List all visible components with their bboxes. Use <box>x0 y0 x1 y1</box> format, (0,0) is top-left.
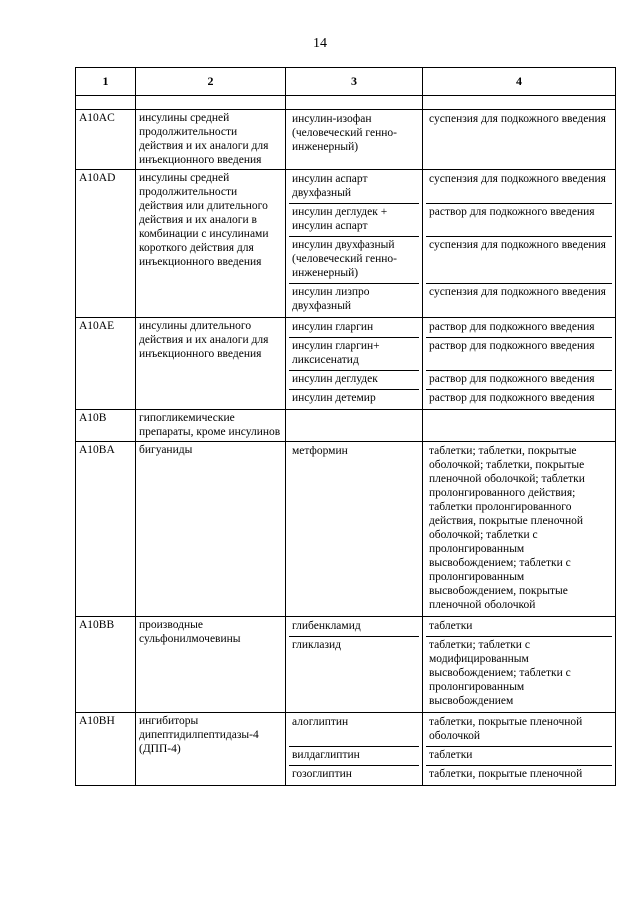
table-row <box>76 713 616 786</box>
dosage-form: суспензия для подкожного введения <box>429 113 606 125</box>
dosage-form: раствор для подкожного введения <box>426 338 612 371</box>
column-header-4: 4 <box>423 68 616 96</box>
drug-name: инсулин деглудек <box>289 371 419 390</box>
atc-code-cell: A10BA <box>76 442 136 617</box>
dosage-form: таблетки; таблетки, покрытые оболочкой; таблетки, покрытые пленочной оболочкой; таблетки пролонгированного действия; таблетки пролонгированного действия, покрытые пленочной оболочкой; таблетки с пролонгированным высвобождением; таблетки с пролонгированным высвобождением, покрытые пленочной оболочкой <box>429 445 585 611</box>
dosage-form: суспензия для подкожного введения <box>426 171 612 204</box>
dosage-form: суспензия для подкожного введения <box>426 237 612 284</box>
table-row <box>76 410 616 442</box>
dosage-form: таблетки <box>426 618 612 637</box>
dosage-form-cell <box>423 170 616 318</box>
atc-code-cell: A10BB <box>76 617 136 713</box>
table-header-row <box>76 68 616 96</box>
spacer-row <box>76 96 616 110</box>
dosage-form: раствор для подкожного введения <box>426 319 612 338</box>
group-cell: бигуаниды <box>136 442 286 617</box>
atc-code-cell: A10AE <box>76 318 136 410</box>
drug-name: гликлазид <box>292 639 342 651</box>
drug-name: инсулин лизпро двухфазный <box>292 286 370 312</box>
drug-name-cell <box>286 617 423 713</box>
atc-code-cell: A10BH <box>76 713 136 786</box>
drug-name: гозоглиптин <box>292 768 352 780</box>
column-header-2: 2 <box>136 68 286 96</box>
dosage-form-cell <box>423 410 616 442</box>
dosage-form: суспензия для подкожного введения <box>429 286 606 298</box>
atc-code-cell: A10AD <box>76 170 136 318</box>
dosage-form-cell <box>423 318 616 410</box>
drug-name: инсулин гларгин+ ликсисенатид <box>289 338 419 371</box>
drug-name-cell <box>286 410 423 442</box>
drug-name: глибенкламид <box>289 618 419 637</box>
dosage-form: таблетки, покрытые пленочной <box>429 768 583 780</box>
drug-name: вилдаглиптин <box>289 747 419 766</box>
drug-table <box>75 67 616 786</box>
atc-code-cell: A10B <box>76 410 136 442</box>
column-header-1: 1 <box>76 68 136 96</box>
drug-name: инсулин гларгин <box>289 319 419 338</box>
drug-name <box>289 411 419 414</box>
dosage-form <box>426 411 612 414</box>
group-cell: инсулины длительного действия и их аналоги для инъекционного введения <box>136 318 286 410</box>
drug-name: инсулин-изофан (человеческий генно-инженерный) <box>292 113 397 153</box>
drug-name-cell <box>286 318 423 410</box>
drug-name: инсулин аспарт двухфазный <box>289 171 419 204</box>
table-row <box>76 170 616 318</box>
drug-name: инсулин детемир <box>292 392 376 404</box>
group-cell: инсулины средней продолжительности действия или длительного действия и их аналоги в комбинации с инсулинами короткого действия для инъекционного введения <box>136 170 286 318</box>
group-cell: инсулины средней продолжительности действия и их аналоги для инъекционного введения <box>136 110 286 170</box>
dosage-form: раствор для подкожного введения <box>426 371 612 390</box>
drug-name-cell <box>286 110 423 170</box>
drug-name-cell <box>286 170 423 318</box>
dosage-form: таблетки; таблетки с модифицированным высвобождением; таблетки с пролонгированным высвобождением <box>429 639 571 707</box>
drug-name: алоглиптин <box>289 714 419 747</box>
dosage-form-cell <box>423 110 616 170</box>
dosage-form-cell <box>423 442 616 617</box>
table-row <box>76 442 616 617</box>
table-row <box>76 110 616 170</box>
dosage-form-cell <box>423 617 616 713</box>
dosage-form: раствор для подкожного введения <box>429 392 595 404</box>
page-number: 14 <box>313 36 327 51</box>
dosage-form: таблетки <box>426 747 612 766</box>
dosage-form: таблетки, покрытые пленочной оболочкой <box>426 714 612 747</box>
atc-code-cell: A10AC <box>76 110 136 170</box>
drug-name: инсулин двухфазный (человеческий генно-инженерный) <box>289 237 419 284</box>
table-row <box>76 318 616 410</box>
drug-name-cell <box>286 713 423 786</box>
drug-name: метформин <box>292 445 348 457</box>
group-cell: производные сульфонилмочевины <box>136 617 286 713</box>
drug-name: инсулин деглудек + инсулин аспарт <box>289 204 419 237</box>
group-cell: ингибиторы дипептидилпептидазы-4 (ДПП-4) <box>136 713 286 786</box>
drug-name-cell <box>286 442 423 617</box>
group-cell: гипогликемические препараты, кроме инсулинов <box>136 410 286 442</box>
dosage-form: раствор для подкожного введения <box>426 204 612 237</box>
dosage-form-cell <box>423 713 616 786</box>
table-row <box>76 617 616 713</box>
column-header-3: 3 <box>286 68 423 96</box>
